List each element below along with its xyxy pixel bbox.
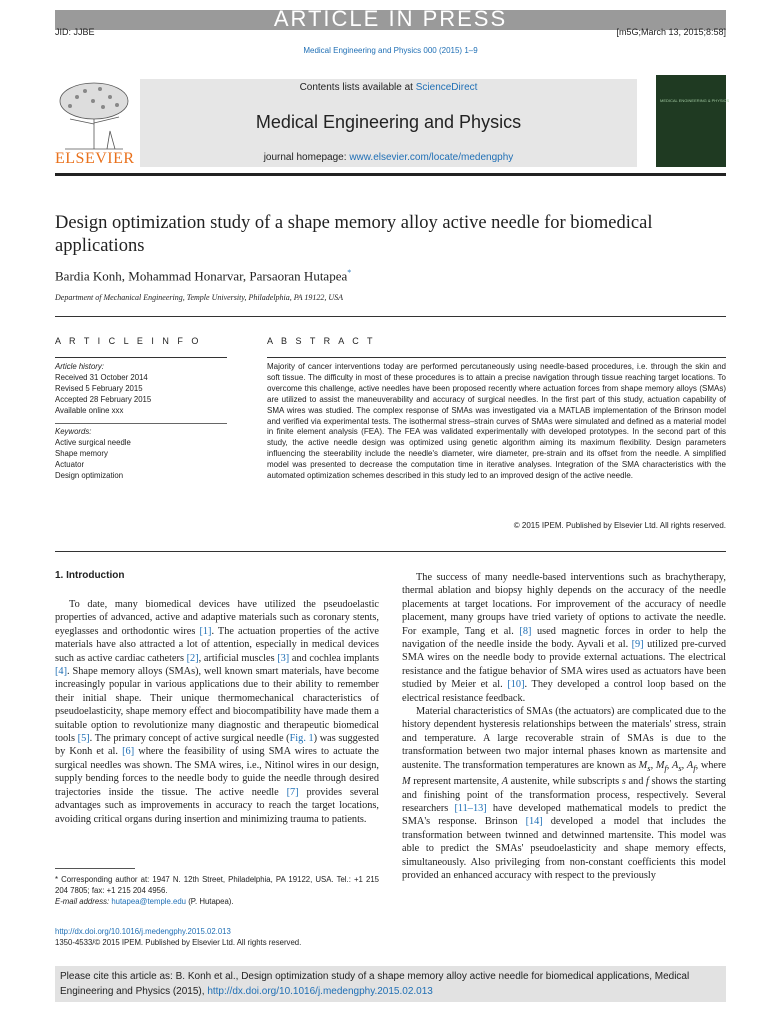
keywords-label: Keywords:: [55, 427, 92, 436]
article-history: [55, 361, 227, 416]
issn-copyright: 1350-4533/© 2015 IPEM. Published by Elsevier Ltd. All rights reserved.: [55, 938, 302, 947]
keyword-item: Shape memory: [55, 449, 108, 458]
affiliation: Department of Mechanical Engineering, Temple University, Philadelphia, PA 19122, USA: [55, 293, 344, 302]
history-online: Available online xxx: [55, 406, 124, 415]
keyword-item: Design optimization: [55, 471, 124, 480]
email-line: [55, 896, 379, 907]
homepage-prefix: journal homepage:: [263, 152, 350, 163]
divider: [55, 551, 726, 552]
journal-reference-link[interactable]: Medical Engineering and Physics 000 (2015) 1–9: [303, 46, 478, 55]
citation-link[interactable]: [5]: [77, 733, 90, 745]
citation-link[interactable]: [1]: [199, 625, 212, 637]
journal-cover-image[interactable]: [656, 75, 726, 167]
citation-link[interactable]: [4]: [55, 666, 68, 678]
elsevier-wordmark: ELSEVIER: [55, 150, 135, 167]
article-info-heading: A R T I C L E I N F O: [55, 336, 202, 346]
citation-link[interactable]: [6]: [122, 746, 135, 758]
contents-prefix: Contents lists available at: [299, 82, 416, 93]
jid-label: JID: JJBE: [55, 27, 95, 37]
journal-homepage-line: [140, 152, 637, 163]
contents-available-line: [140, 82, 637, 93]
abstract-text: Majority of cancer interventions today are performed percutaneously using needle-based procedures, i.e. through the skin and soft tissue. The difficulty in most of these procedures is to attain a precise navigation through tissue reaching target locations. To overcome this challenge, active needles have been proposed recently where actuation forces from shape memory alloys (SMAs) are utilized to assist the maneuverability and accuracy of surgical needles. In the first part of this study, actuation capability of SMA wires was studied. The complex response of SMAs was investigated via a MATLAB implementation of the Brinson model and verified via experimental tests. The isothermal stress–strain curves of SMAs were simulated and defined as a material model in finite element analysis (FEA). The FEA was validated experimentally with developed prototypes. In the second part of this study, the active needle design was optimized using genetic algorithm aiming its maximum flexibility. Design parameters influencing the steerability include the needle's diameter, wire diameter, pre-strain and its offset from the needle. A simplified model was presented to decrease the computation time in iterative analyses. Integration of the SMA characteristics with the automated optimization schemes described in this study led to an improved design of the active needle.: [267, 362, 726, 481]
corresponding-author-note: * Corresponding author at: 1947 N. 12th Street, Philadelphia, PA 19122, USA. Tel.: +1 215 204 7805; fax: +1 215 204 4956.: [55, 875, 379, 895]
figure-link[interactable]: Fig. 1: [289, 733, 314, 745]
cite-text: Please cite this article as: B. Konh et al., Design optimization study of a shape memory alloy active needle for biomedical applications, Medical Engineering and Physics (2015),: [60, 971, 690, 997]
paragraph: The success of many needle-based interventions such as brachytherapy, thermal ablation and biopsy highly depends on the accuracy of the needle placements at target locations. For improvement of the accuracy of needle placement, many groups have tried variety of options to activate the needle. For example, Tang et al. [8] used magnetic forces in order to help the navigation of the needle inside the body. Ayvali et al. [9] utilized pre-curved SMA wires on the needle body to provide external actuations. The electrical resistance and the fatigue behavior of SMA wires used as actuators have been studied by Meier et al. [10]. They developed a control loop based on the electrical resistance feedback.: [402, 572, 726, 704]
cite-this-article-text: [60, 969, 724, 999]
body-column-left: [55, 598, 379, 826]
section-heading-introduction: 1. Introduction: [55, 570, 125, 581]
history-accepted: Accepted 28 February 2015: [55, 395, 152, 404]
keyword-item: Actuator: [55, 460, 85, 469]
author-names: Bardia Konh, Mohammad Honarvar, Parsaoran Hutapea: [55, 268, 348, 284]
citation-link[interactable]: [3]: [277, 652, 290, 664]
footnote: [55, 874, 379, 907]
footnote-divider: [55, 868, 135, 869]
journal-cover-text: MEDICAL ENGINEERING & PHYSICS: [660, 98, 730, 103]
keywords: [55, 426, 227, 481]
article-info-divider: [55, 357, 227, 358]
abstract-heading: A B S T R A C T: [267, 336, 376, 346]
build-stamp: [m5G;March 13, 2015;8:58]: [616, 27, 726, 37]
article-in-press-label: ARTICLE IN PRESS: [273, 6, 508, 31]
email-suffix: (P. Hutapea).: [186, 897, 234, 906]
abstract-divider: [267, 357, 726, 358]
history-revised: Revised 5 February 2015: [55, 384, 143, 393]
email-label: E-mail address:: [55, 897, 112, 906]
paragraph: Material characteristics of SMAs (the actuators) are complicated due to the history dependent hysteresis relationships between the materials' stress, strain and temperature. A large recoverable strain of SMAs is due to the transformation between two major internal phases known as martensite and austenite. The transformation temperatures are known as $M_s$, $M_f$, $A_s$, $A_f$, where M represent martensite, A austenite, while subscripts s and f shows the starting and finishing point of the transformation process, respectively. Several researchers [11–13] have developed mathematical models to predict the SMA's response. Brinson [14] developed a model that includes the transformation between twinned and detwinned martensite. This model was able to predict the SMAs' pseudoelasticity and shape memory effects, simultaneously. Also privileging from non-constant coefficients this model provided an enhanced accuracy with respect to the previously: [402, 706, 727, 881]
doi-link[interactable]: http://dx.doi.org/10.1016/j.medengphy.2015.02.013: [55, 927, 231, 936]
body-column-right: [402, 571, 726, 882]
citation-link[interactable]: [2]: [186, 652, 199, 664]
divider: [55, 316, 726, 317]
author-list: [55, 268, 351, 284]
journal-title: Medical Engineering and Physics: [255, 112, 522, 132]
abstract-copyright: © 2015 IPEM. Published by Elsevier Ltd. All rights reserved.: [513, 521, 726, 530]
history-received: Received 31 October 2014: [55, 373, 148, 382]
keywords-divider: [55, 423, 227, 424]
citation-link[interactable]: [11–13]: [454, 802, 487, 814]
paragraph: To date, many biomedical devices have utilized the pseudoelastic properties of advanced, active and adaptive materials such as coronary stents, eyeglasses and orthodontic wires [1]. The actuation properties of the active materials have also attracted a lot of attention, especially in medical devices such as active cardiac catheters [2], artificial muscles [3] and cochlea implants [4]. Shape memory alloys (SMAs), well known smart materials, have become increasingly popular in various applications due to their ability to remember their initial shape. Their unique thermomechanical characteristics of pseudoelasticity, shape memory effect and biocompatibility have made them a suitable option to revolutionize many diagnostic and therapeutic biomedical tools [5]. The primary concept of active surgical needle (Fig. 1) was suggested by Konh et al. [6] where the feasibility of using SMA wires to actuate the surgical needles was shown. The SMA wires, i.e., Nitinol wires in our design, supply bending forces to the needle body to guide the needle through desired trajectories inside the tissue. The active needle [7] provides several advantages such as improvements in accuracy to reach the target locations, avoiding critical organs during insertion and minimizing trauma to patients.: [55, 599, 380, 825]
citation-link[interactable]: [9]: [631, 639, 644, 651]
cite-doi-link[interactable]: http://dx.doi.org/10.1016/j.medengphy.2015.02.013: [207, 986, 433, 997]
citation-link[interactable]: [8]: [519, 625, 532, 637]
citation-link[interactable]: [14]: [525, 816, 543, 828]
keyword-item: Active surgical needle: [55, 438, 131, 447]
journal-homepage-link[interactable]: www.elsevier.com/locate/medengphy: [349, 152, 514, 163]
corresponding-author-mark[interactable]: *: [347, 268, 352, 277]
header-divider: [55, 173, 726, 176]
email-link[interactable]: hutapea@temple.edu: [111, 897, 187, 906]
article-title: Design optimization study of a shape memory alloy active needle for biomedical applications: [55, 213, 653, 256]
citation-link[interactable]: [10]: [507, 679, 525, 691]
sciencedirect-link[interactable]: ScienceDirect: [415, 82, 478, 93]
citation-link[interactable]: [7]: [286, 786, 299, 798]
history-label: Article history:: [55, 362, 104, 371]
